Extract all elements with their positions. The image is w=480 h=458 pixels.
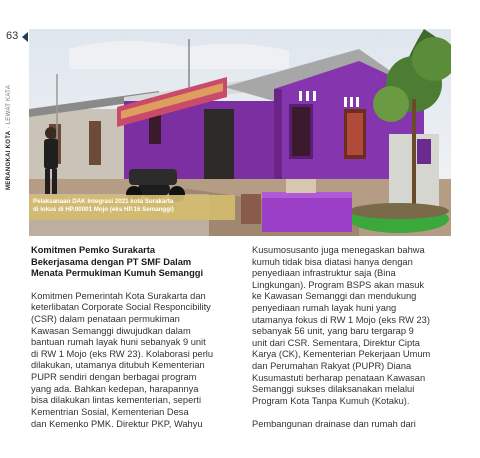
body-line: dan Perumahan Rakyat (PUPR) Diana bbox=[252, 361, 412, 372]
body-line: Lingkungan). Program BSPS akan masuk bbox=[252, 279, 425, 290]
page-number: 63 bbox=[6, 30, 19, 42]
body-line: Karya (CK), Kementerian Pekerjaan Umum bbox=[252, 349, 431, 360]
body-line: kumuh tidak bisa diatasi hanya dengan bbox=[252, 256, 413, 267]
body-line: Kementrian Sosial, Kementerian Desa bbox=[31, 406, 189, 417]
body-line: Komitmen Pemerintah Kota Surakarta dan bbox=[31, 290, 206, 301]
article-heading bbox=[31, 245, 226, 280]
section-subtitle: LEWAT KATA bbox=[6, 85, 12, 125]
body-line: Kusumastuti berharap penataan Kawasan bbox=[252, 372, 426, 383]
body-line: penyediaan infrastruktur saja (Bina bbox=[252, 268, 396, 279]
heading-line: Bekerjasama dengan PT SMF Dalam bbox=[31, 256, 192, 267]
body-line: keterlibatan Corporate Social Responcibility bbox=[31, 302, 211, 313]
heading-line: Komitmen Pemko Surakarta bbox=[31, 245, 156, 255]
body-line: Semanggi sukses dilaksanakan melalui bbox=[252, 384, 415, 395]
body-line: Kawasan Semanggi diwujudkan dalam bbox=[31, 325, 191, 336]
body-line: (CSR) dalam penataan permukiman bbox=[31, 314, 180, 325]
body-line: yang ada. Bahkan kedepan, harapannya bbox=[31, 383, 199, 394]
body-line: penyediaan rumah layak huni yang bbox=[252, 303, 397, 314]
body-line: Pembangunan drainase dan rumah dari bbox=[252, 418, 416, 429]
body-line: bisa dilakukan lintas kementerian, seperti bbox=[31, 395, 202, 406]
body-line: bantuan rumah layak huni sebanyak 9 unit bbox=[31, 337, 206, 348]
body-paragraph bbox=[31, 291, 226, 430]
heading-line: Menata Permukiman Kumuh Semanggi bbox=[31, 268, 204, 279]
caption-line: Pelaksanaan DAK Integrasi 2021 kota Surakarta bbox=[33, 198, 174, 205]
body-line: unit dari CSR. Sementara, Direktur Cipta bbox=[252, 337, 420, 348]
body-line: Kusumosusanto juga menegaskan bahwa bbox=[252, 245, 425, 255]
photo-caption bbox=[29, 195, 235, 220]
body-line: utamanya fokus di RW 1 Mojo (eks RW 23) bbox=[252, 314, 430, 325]
page-marker-triangle bbox=[22, 32, 28, 42]
body-line: PUPR sendiri dengan berbagai program bbox=[31, 372, 197, 383]
caption-line: di lokus di HP.00001 Mojo (eks HP.16 Semanggi) bbox=[33, 206, 174, 214]
body-line: sebanyak 56 unit, yang baru tergarap 9 bbox=[252, 326, 414, 337]
body-line: di RW 1 Mojo (eks RW 23). Kolaborasi perlu bbox=[31, 348, 214, 359]
body-line: dilakukan, utamanya ditubuh Kementerian bbox=[31, 360, 205, 371]
side-section-label: MERANGKAI KOTA · LEWAT KATA bbox=[6, 85, 12, 190]
article-column-left bbox=[31, 245, 226, 430]
body-paragraph bbox=[252, 419, 447, 431]
body-line: dan Kemenko PMK. Direktur PKP, Wahyu bbox=[31, 418, 203, 429]
body-line: Program Kota Tanpa Kumuh (Kotaku). bbox=[252, 395, 410, 406]
article-column-right bbox=[252, 245, 447, 430]
body-line: ke Kawasan Semanggi dan mendukung bbox=[252, 291, 417, 302]
body-paragraph bbox=[252, 245, 447, 408]
section-name: MERANGKAI KOTA bbox=[6, 130, 12, 190]
